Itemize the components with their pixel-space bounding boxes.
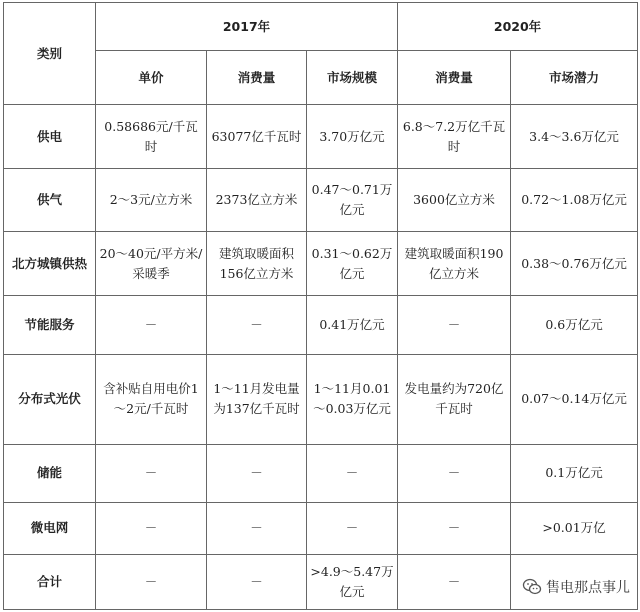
watermark: [520, 576, 632, 598]
table-row: [4, 354, 638, 444]
table-row: [4, 169, 638, 232]
table-cell: 0.72～1.08万亿元: [511, 169, 638, 232]
table-cell: －: [207, 554, 307, 609]
table-cell: 建筑取暖面积190亿立方米: [398, 232, 511, 296]
table-cell: －: [96, 502, 207, 554]
row-category: 分布式光伏: [4, 354, 96, 444]
table-cell: 0.1万亿元: [511, 444, 638, 502]
table-cell: －: [96, 296, 207, 354]
table-cell: －: [96, 554, 207, 609]
row-category: 供气: [4, 169, 96, 232]
table-cell: －: [398, 296, 511, 354]
row-category: 微电网: [4, 502, 96, 554]
table-cell: 1～11月发电量为137亿千瓦时: [207, 354, 307, 444]
energy-market-table: [3, 2, 638, 610]
table-cell: 0.58686元/千瓦时: [96, 105, 207, 169]
row-category: 北方城镇供热: [4, 232, 96, 296]
table-cell: －: [398, 502, 511, 554]
table-cell: 0.41万亿元: [307, 296, 398, 354]
table-cell: 0.31～0.62万亿元: [307, 232, 398, 296]
table-cell: 20～40元/平方米/采暖季: [96, 232, 207, 296]
table-row: [4, 502, 638, 554]
row-category: 供电: [4, 105, 96, 169]
row-category: 合计: [4, 554, 96, 609]
table-cell: 发电量约为720亿千瓦时: [398, 354, 511, 444]
table-cell: >0.01万亿: [511, 502, 638, 554]
table-cell: 3.70万亿元: [307, 105, 398, 169]
table-cell: 含补贴自用电价1～2元/千瓦时: [96, 354, 207, 444]
header-year-2017: 2017年: [96, 3, 398, 51]
header-2020-market-potential: 市场潜力: [511, 51, 638, 105]
table-cell: 建筑取暖面积156亿立方米: [207, 232, 307, 296]
table-cell: 0.07～0.14万亿元: [511, 354, 638, 444]
table-cell: 2373亿立方米: [207, 169, 307, 232]
table-cell: －: [398, 444, 511, 502]
table-cell: －: [307, 444, 398, 502]
table-cell: －: [307, 502, 398, 554]
header-2017-market-size: 市场规模: [307, 51, 398, 105]
table-cell: 63077亿千瓦时: [207, 105, 307, 169]
header-year-2020: 2020年: [398, 3, 638, 51]
table-cell: 1～11月0.01～0.03万亿元: [307, 354, 398, 444]
header-2020-consumption: 消费量: [398, 51, 511, 105]
table-row: [4, 232, 638, 296]
header-category: 类别: [4, 3, 96, 105]
table-cell: 3.4～3.6万亿元: [511, 105, 638, 169]
table-cell: －: [207, 296, 307, 354]
table-cell: 3600亿立方米: [398, 169, 511, 232]
table-cell: 0.6万亿元: [511, 296, 638, 354]
table-row: [4, 296, 638, 354]
table-cell: 2～3元/立方米: [96, 169, 207, 232]
table-cell: －: [398, 554, 511, 609]
table-cell: 0.38～0.76万亿元: [511, 232, 638, 296]
table-cell: －: [96, 444, 207, 502]
header-2017-consumption: 消费量: [207, 51, 307, 105]
table-row: [4, 105, 638, 169]
table-cell: 0.47～0.71万亿元: [307, 169, 398, 232]
header-2017-unit-price: 单价: [96, 51, 207, 105]
watermark-text: 售电那点事儿: [546, 580, 630, 596]
table-row: [4, 444, 638, 502]
row-category: 储能: [4, 444, 96, 502]
table-cell: >4.9～5.47万亿元: [307, 554, 398, 609]
table-cell: －: [207, 502, 307, 554]
row-category: 节能服务: [4, 296, 96, 354]
table-cell: 6.8～7.2万亿千瓦时: [398, 105, 511, 169]
wechat-icon: [522, 577, 542, 597]
table-cell: －: [207, 444, 307, 502]
